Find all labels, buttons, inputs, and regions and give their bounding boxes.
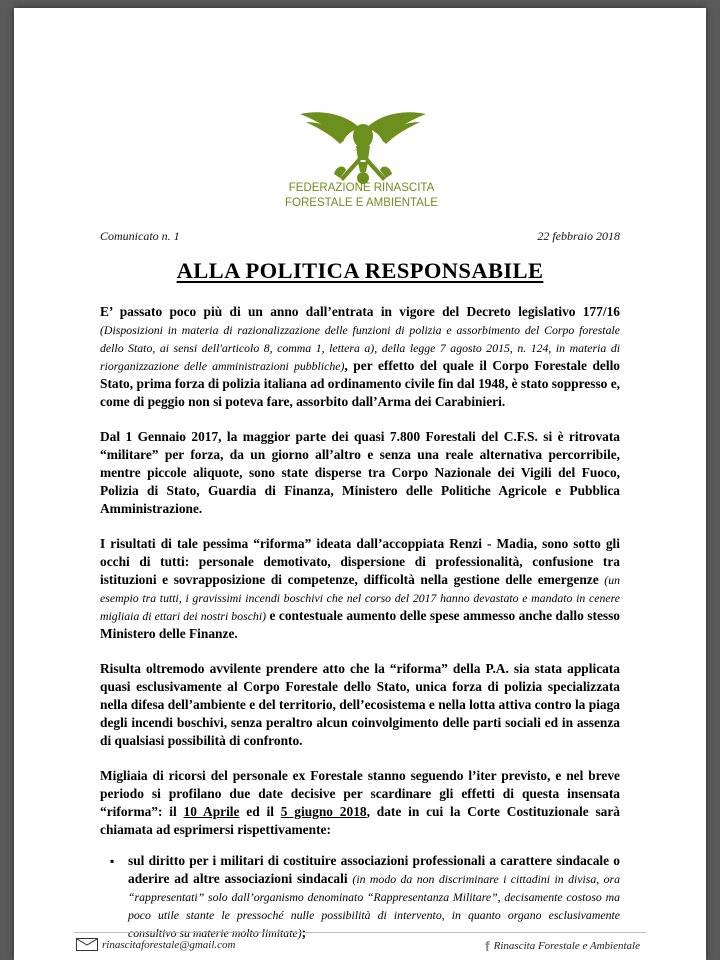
- eagle-logo-icon: [298, 108, 428, 186]
- p3-italic-note: (un esempio tra tutti, i gravissimi incendi boschivi che nel corso del 2017 hanno devastato e mandato in cenere migliaia di ettari dei nostri boschi): [100, 573, 620, 623]
- p5-text-b: ed il: [239, 804, 281, 819]
- paragraph-2: Dal 1 Gennaio 2017, la maggior parte dei quasi 7.800 Forestali del C.F.S. si è ritrovata “militare” per forza, da un giorno all’altro e senza una reale alternativa percorribile, mentre piccole aliquote, sono state disperse tra Corpo Nazionale dei Vigili del Fuoco, Polizia di Stato, Guardia di Finanza, Ministero delle Politiche Agricole e Pubblica Amministrazione.: [100, 429, 620, 516]
- p5-date-1: 10 Aprile: [183, 804, 240, 819]
- document-date: 22 febbraio 2018: [537, 229, 620, 243]
- facebook-icon: f: [484, 938, 490, 954]
- document-page: [14, 8, 706, 960]
- email-address: rinascitaforestale@gmail.com: [102, 938, 236, 951]
- footer-divider: [74, 932, 646, 933]
- p3-bold-end: e contestuale aumento delle spese ammesso anche dallo stesso Ministero delle Finanze.: [100, 608, 621, 641]
- p3-bold-start: I risultati di tale pessima “riforma” ideata dall’accoppiata Renzi - Madia, sono sotto gli occhi di tutti: personale demotivato, dispersione di professionalità, confusione tra istituzioni e sovrapposizione di competenze, difficoltà nella gestione delle emergenze: [100, 536, 620, 587]
- paragraph-3: [100, 535, 620, 643]
- bullet-bold: sul diritto per i militari di costituire associazioni professionali a carattere sindacale o aderire ad altre associazioni sindacali: [128, 853, 620, 886]
- bullet-end: ;: [301, 925, 307, 940]
- communique-number: Comunicato n. 1: [100, 229, 180, 243]
- list-item: [100, 852, 620, 942]
- p5-date-2: 5 giugno 2018: [280, 804, 367, 819]
- p1-bold-end: , per effetto del quale il Corpo Forestale dello Stato, prima forza di polizia italiana ad ordinamento civile fin dal 1948, è stato soppresso e, come di peggio non si poteva fare, assorbito dall’Arma dei Carabinieri.: [100, 358, 620, 409]
- bullet-marker: ▪: [110, 854, 115, 868]
- footer-facebook: [485, 938, 640, 954]
- p1-bold-start: E’ passato poco più di un anno dall’entrata in vigore del Decreto legislativo 177/16: [100, 304, 620, 319]
- paragraph-1: [100, 303, 620, 411]
- envelope-icon: [76, 938, 98, 951]
- p5-text-a: Migliaia di ricorsi del personale ex Forestale stanno seguendo l’iter previsto, e nel breve periodo si profilano due date decisive per scardinare gli effetti di questa insensata “riforma”: il: [100, 768, 620, 819]
- bullet-italic-note: (in modo da non discriminare i cittadini in divisa, ora “rappresentati” solo dall’organismo denominato “Rappresentanza Militare”, decisamente costoso ma poco utile stante le pressoché nulle possibilità di intervento, in quanto organo esclusivamente consultivo su materie molto limitate): [128, 872, 620, 940]
- organization-name: [244, 181, 479, 211]
- paragraph-5: [100, 767, 620, 839]
- p5-text-c: , date in cui la Corte Costituzionale sarà chiamata ad esprimersi rispettivamente:: [100, 804, 621, 837]
- org-line-2: FORESTALE E AMBIENTALE: [285, 197, 438, 209]
- paragraph-4: Risulta oltremodo avvilente prendere atto che la “riforma” della P.A. sia stata applicata quasi esclusivamente al Corpo Forestale dello Stato, unica forza di polizia specializzata nella difesa dell’ambiente e del territorio, dell’ecosistema e nella lotta attiva contro la piaga degli incendi boschivi, senza peraltro alcun coinvolgimento delle parti sociali ed in assenza di qualsiasi possibilità di confronto.: [100, 661, 620, 748]
- footer-email: [76, 938, 235, 951]
- title-text: ALLA POLITICA RESPONSABILE: [176, 258, 544, 283]
- org-line-1: FEDERAZIONE RINASCITA: [288, 182, 435, 194]
- page-title: [14, 258, 706, 284]
- p1-italic-note: (Disposizioni in materia di razionalizzazione delle funzioni di polizia e assorbimento del Corpo forestale dello Stato, ai sensi dell'articolo 8, comma 1, lettera a), della legge 7 agosto 2015, n. 124, in materia di riorganizzazione delle amministrazioni pubbliche): [100, 323, 620, 373]
- document-body: [100, 303, 620, 942]
- facebook-page-name: Rinascita Forestale e Ambientale: [493, 940, 640, 952]
